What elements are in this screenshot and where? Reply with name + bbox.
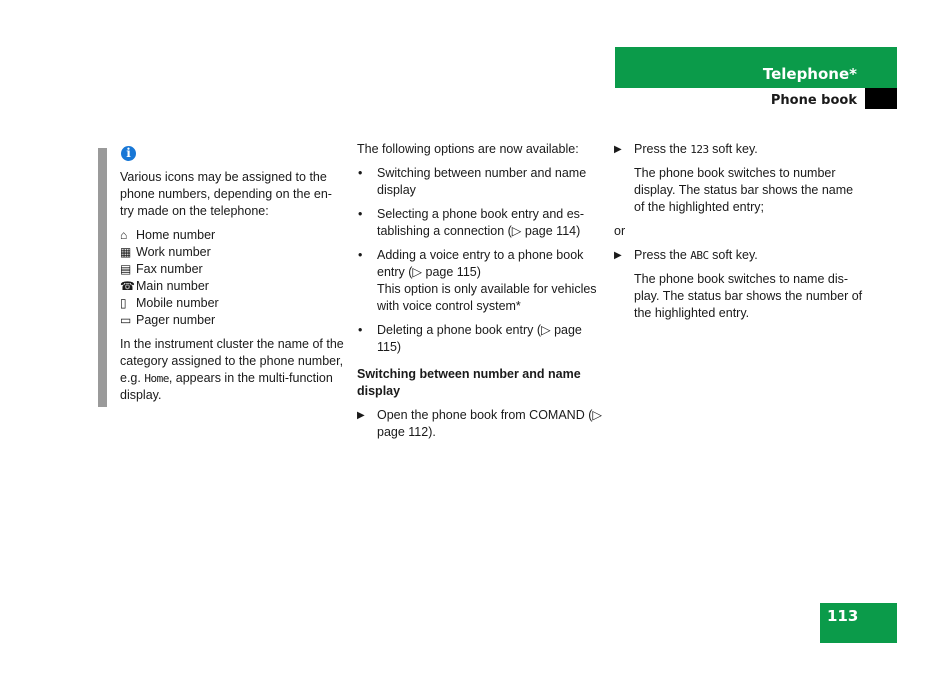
list-item: ▦ Work number [120,245,211,259]
subsection-title: Phone book [770,93,857,108]
options-intro: The following options are now available: [357,142,579,156]
instruction-step: ▶ Press the ABC soft key. [614,248,758,262]
info-box [120,144,345,411]
section-header [615,47,897,88]
arrow-icon: ▶ [614,250,622,261]
home-icon: ⌂ [120,228,128,242]
list-item: • Adding a voice entry to a phone book entry (▷ page 115) This option is only available for vehicles with voice control system* [358,248,597,313]
instruction-step: ▶ Press the 123 soft key. [614,142,758,156]
or-separator: or [614,224,626,238]
info-intro: Various icons may be assigned to the phone numbers, depending on the en-try made on the telephone: [120,170,332,218]
info-outro: In the instrument cluster the name of the category assigned to the phone number, e.g. Home, appears in the multi-function display. [120,337,344,402]
right-column [614,141,864,329]
instruction-step: ▶ Open the phone book from COMAND (▷ page 112). [357,408,602,439]
option-note: This option is only available for vehicles with voice control system* [377,282,597,313]
list-item: • Deleting a phone book entry (▷ page 115) [358,323,582,354]
arrow-icon: ▶ [357,410,365,421]
list-item: ▯ Mobile number [120,296,219,310]
info-sidebar-bar [98,148,107,407]
list-item: • Selecting a phone book entry and es-tablishing a connection (▷ page 114) [358,207,585,238]
list-item: ⌂ Home number [120,228,216,242]
main-phone-icon: ☎ [120,279,135,293]
list-item: ▭ Pager number [120,313,216,327]
info-icon: i [121,146,136,161]
section-title: Telephone* [762,65,857,83]
icon-list [120,227,345,329]
list-item: • Switching between number and name display [358,166,587,197]
pager-icon: ▭ [120,313,132,327]
subsection-marker [865,88,897,109]
step-result: The phone book switches to name dis-play. The status bar shows the number of the highlighted entry. [634,272,863,320]
options-list [357,165,602,356]
mobile-icon: ▯ [120,296,127,310]
soft-key-abc: ABC [690,249,709,262]
section-heading: Switching between number and name display [357,367,581,398]
list-item: ☎ Main number [120,279,209,293]
display-text-home: Home [144,372,169,385]
step-result: The phone book switches to number display. The status bar shows the name of the highlighted entry; [634,166,854,214]
work-icon: ▦ [120,245,132,259]
arrow-icon: ▶ [614,144,622,155]
middle-column [357,141,602,448]
fax-icon: ▤ [120,262,132,276]
list-item: ▤ Fax number [120,262,203,276]
soft-key-123: 123 [690,143,709,156]
page-number: 113 [820,603,897,643]
